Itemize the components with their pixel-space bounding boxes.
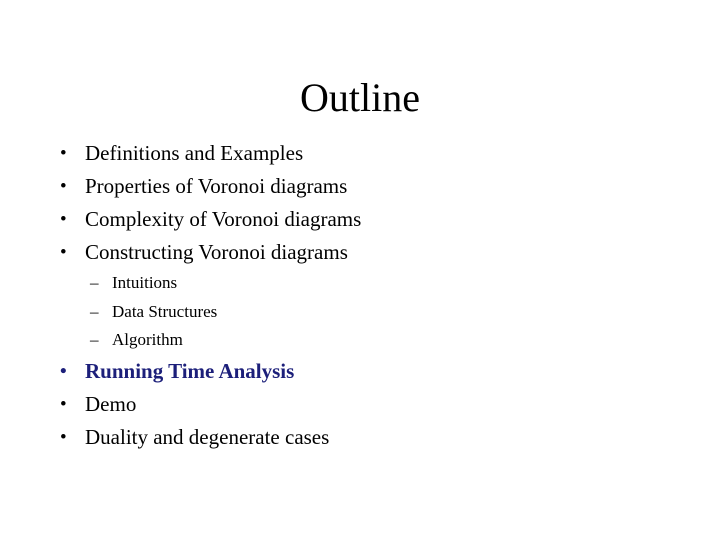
outline-item-text: Running Time Analysis	[85, 358, 295, 383]
outline-subitem-data-structures	[60, 298, 700, 327]
outline-subitem-text: Algorithm	[112, 330, 183, 349]
sub-bullet-marker: –	[90, 273, 99, 292]
outline-subitem-text: Intuitions	[112, 273, 178, 292]
outline-item-text: Properties of Voronoi diagrams	[85, 174, 348, 198]
outline-item-demo	[60, 388, 700, 421]
outline-item-constructing	[60, 236, 700, 269]
bullet-marker: •	[60, 176, 67, 197]
outline-item-definitions	[60, 137, 700, 170]
bullet-marker: •	[60, 393, 67, 415]
bullet-marker: •	[60, 242, 67, 263]
outline-item-running-time	[60, 355, 700, 388]
outline-item-text: Definitions and Examples	[85, 141, 304, 165]
outline-item-text: Constructing Voronoi diagrams	[85, 240, 348, 264]
outline-subitem-intuitions	[60, 269, 700, 298]
bullet-marker: •	[60, 209, 67, 230]
bullet-marker: •	[60, 360, 67, 382]
outline-item-text: Demo	[85, 391, 137, 416]
outline-item-text: Duality and degenerate cases	[85, 424, 330, 449]
outline-subitem-text: Data Structures	[112, 301, 218, 321]
outline-subitem-algorithm	[60, 326, 700, 355]
outline-item-text: Complexity of Voronoi diagrams	[85, 207, 362, 231]
outline-item-complexity	[60, 203, 700, 236]
sub-bullet-marker: –	[90, 330, 99, 349]
bullet-marker: •	[60, 143, 67, 164]
sub-bullet-marker: –	[90, 301, 99, 321]
outline-list	[60, 137, 700, 454]
slide-title: Outline	[300, 75, 420, 120]
outline-item-duality	[60, 421, 700, 454]
outline-item-properties	[60, 170, 700, 203]
bullet-marker: •	[60, 426, 67, 448]
